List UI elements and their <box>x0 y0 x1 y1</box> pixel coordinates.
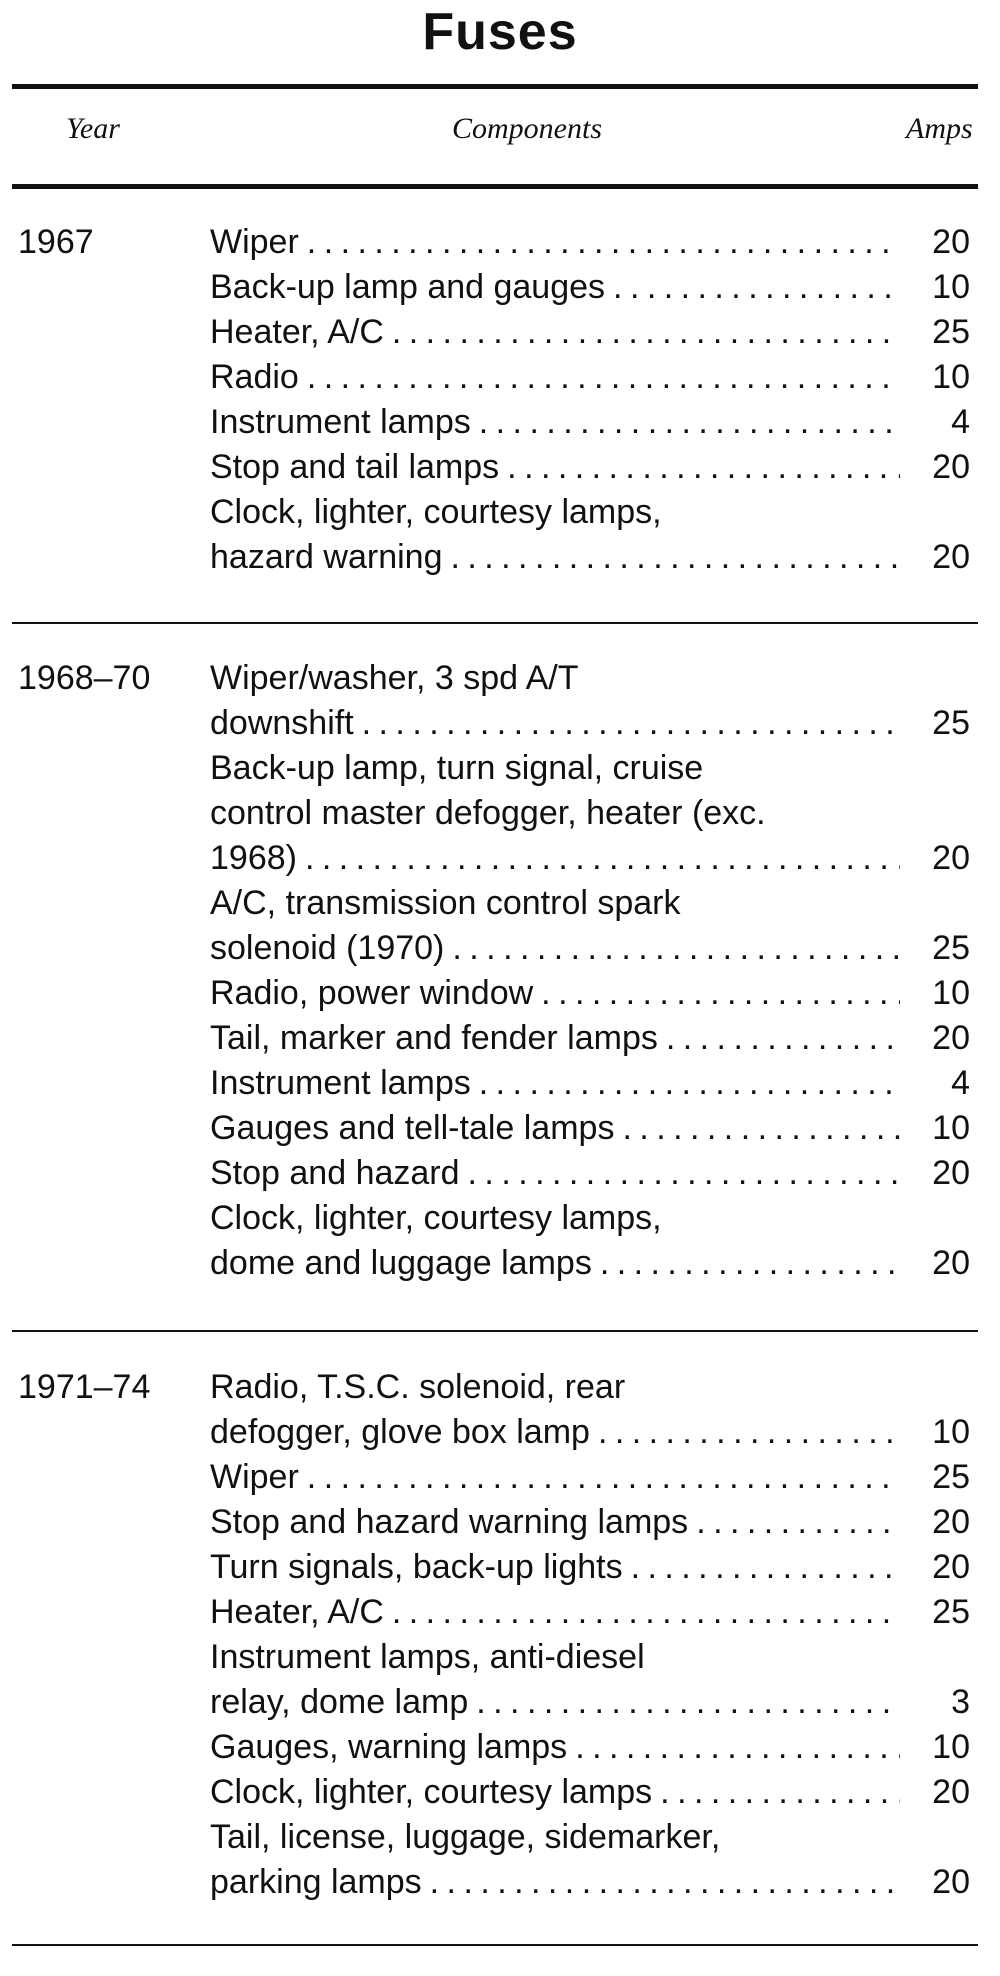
dot-leader <box>631 1545 900 1590</box>
fuse-row <box>210 400 970 445</box>
header-bottom-rule <box>12 184 978 189</box>
amp-rating: 25 <box>932 704 970 742</box>
column-header-amps: Amps <box>906 112 973 145</box>
component-label: defogger, glove box lamp <box>210 1413 590 1451</box>
fuse-row <box>210 490 970 580</box>
fuse-row <box>210 971 970 1016</box>
amp-rating: 10 <box>932 268 970 306</box>
amp-rating: 10 <box>932 358 970 396</box>
amp-rating: 10 <box>932 1728 970 1766</box>
component-line <box>210 1590 970 1635</box>
component-label: A/C, transmission control spark <box>210 884 681 922</box>
amp-rating: 10 <box>932 1109 970 1147</box>
fuse-row <box>210 1590 970 1635</box>
component-line <box>210 1545 970 1590</box>
fuse-row <box>210 656 970 746</box>
fuse-row <box>210 310 970 355</box>
fuse-row <box>210 1016 970 1061</box>
dot-leader <box>307 220 900 265</box>
dot-leader <box>622 1106 900 1151</box>
component-label: Turn signals, back-up lights <box>210 1548 623 1586</box>
component-line <box>210 1016 970 1061</box>
fuse-row <box>210 1815 970 1905</box>
page-title: Fuses <box>422 3 578 61</box>
dot-leader <box>575 1725 900 1770</box>
amp-rating: 20 <box>932 1019 970 1057</box>
fuse-row <box>210 881 970 971</box>
component-list <box>210 656 970 1286</box>
fuse-row <box>210 1106 970 1151</box>
component-line <box>210 1455 970 1500</box>
dot-leader <box>307 1455 900 1500</box>
amp-rating: 20 <box>932 1548 970 1586</box>
component-line <box>210 1860 970 1905</box>
component-label: dome and luggage lamps <box>210 1244 592 1282</box>
amp-rating: 25 <box>932 313 970 351</box>
component-line <box>210 1061 970 1106</box>
component-list <box>210 220 970 580</box>
dot-leader <box>541 971 900 1016</box>
year-label: 1967 <box>18 223 94 261</box>
component-line <box>210 1725 970 1770</box>
component-label: hazard warning <box>210 538 443 576</box>
component-label: Wiper <box>210 1458 299 1496</box>
header-top-rule <box>12 84 978 89</box>
component-line <box>210 1500 970 1545</box>
dot-leader <box>598 1410 900 1455</box>
component-line <box>210 310 970 355</box>
dot-leader <box>613 265 900 310</box>
dot-leader <box>452 926 900 971</box>
fuse-row <box>210 1151 970 1196</box>
amp-rating: 20 <box>932 1244 970 1282</box>
amp-rating: 4 <box>951 1064 970 1102</box>
dot-leader <box>479 400 900 445</box>
component-line <box>210 1680 970 1725</box>
component-label: Back-up lamp and gauges <box>210 268 606 306</box>
dot-leader <box>507 445 900 490</box>
component-line <box>210 1410 970 1455</box>
fuse-row <box>210 1365 970 1455</box>
dot-leader <box>392 310 900 355</box>
component-label: Instrument lamps <box>210 1064 471 1102</box>
component-label: solenoid (1970) <box>210 929 445 967</box>
component-label: Instrument lamps <box>210 403 471 441</box>
component-line <box>210 445 970 490</box>
dot-leader <box>479 1061 900 1106</box>
dot-leader <box>600 1241 900 1286</box>
dot-leader <box>305 836 900 881</box>
amp-rating: 20 <box>932 223 970 261</box>
amp-rating: 20 <box>932 1154 970 1192</box>
fuse-row <box>210 1455 970 1500</box>
section-divider <box>12 1330 978 1332</box>
amp-rating: 20 <box>932 1863 970 1901</box>
fuse-row <box>210 265 970 310</box>
component-label: Wiper/washer, 3 spd A/T <box>210 659 579 697</box>
component-line <box>210 1106 970 1151</box>
dot-leader <box>696 1500 900 1545</box>
component-label: Stop and tail lamps <box>210 448 500 486</box>
amp-rating: 25 <box>932 929 970 967</box>
dot-leader <box>666 1016 900 1061</box>
dot-leader <box>362 701 900 746</box>
section-divider <box>12 622 978 624</box>
component-label: Radio <box>210 358 299 396</box>
component-label: Heater, A/C <box>210 313 384 351</box>
component-line <box>210 535 970 580</box>
amp-rating: 20 <box>932 1503 970 1541</box>
dot-leader <box>392 1590 900 1635</box>
component-label: Clock, lighter, courtesy lamps, <box>210 1199 662 1237</box>
component-label: 1968) <box>210 839 297 877</box>
component-line <box>210 971 970 1016</box>
dot-leader <box>468 1151 900 1196</box>
component-label: Tail, marker and fender lamps <box>210 1019 658 1057</box>
component-line <box>210 220 970 265</box>
year-label: 1971–74 <box>18 1368 151 1406</box>
amp-rating: 10 <box>932 1413 970 1451</box>
component-label: Stop and hazard <box>210 1154 460 1192</box>
column-header-year: Year <box>66 112 120 145</box>
component-line <box>210 836 970 881</box>
component-line <box>210 1241 970 1286</box>
fuse-row <box>210 1725 970 1770</box>
component-line <box>210 355 970 400</box>
amp-rating: 10 <box>932 974 970 1012</box>
component-label: Heater, A/C <box>210 1593 384 1631</box>
component-label: Tail, license, luggage, sidemarker, <box>210 1818 721 1856</box>
amp-rating: 20 <box>932 538 970 576</box>
component-label: Radio, T.S.C. solenoid, rear <box>210 1368 626 1406</box>
column-header-components: Components <box>452 112 602 145</box>
fuse-row <box>210 1196 970 1286</box>
amp-rating: 3 <box>951 1683 970 1721</box>
component-label: parking lamps <box>210 1863 422 1901</box>
amp-rating: 20 <box>932 1773 970 1811</box>
component-line <box>210 926 970 971</box>
dot-leader <box>450 535 900 580</box>
component-line <box>210 1770 970 1815</box>
section-divider <box>12 1944 978 1946</box>
fuse-row <box>210 1500 970 1545</box>
component-label: Clock, lighter, courtesy lamps <box>210 1773 653 1811</box>
amp-rating: 20 <box>932 839 970 877</box>
dot-leader <box>430 1860 900 1905</box>
component-label: Gauges, warning lamps <box>210 1728 568 1766</box>
component-label: control master defogger, heater (exc. <box>210 794 766 832</box>
component-label: Wiper <box>210 223 299 261</box>
dot-leader <box>476 1680 900 1725</box>
component-line <box>210 701 970 746</box>
fuse-row <box>210 1061 970 1106</box>
component-label: Back-up lamp, turn signal, cruise <box>210 749 704 787</box>
component-label: downshift <box>210 704 354 742</box>
year-label: 1968–70 <box>18 659 151 697</box>
amp-rating: 25 <box>932 1593 970 1631</box>
fuse-row <box>210 220 970 265</box>
component-label: Clock, lighter, courtesy lamps, <box>210 493 662 531</box>
component-line <box>210 265 970 310</box>
fuse-row <box>210 355 970 400</box>
component-line <box>210 400 970 445</box>
fuse-row <box>210 1635 970 1725</box>
component-label: Gauges and tell-tale lamps <box>210 1109 615 1147</box>
fuse-row <box>210 746 970 881</box>
dot-leader <box>307 355 900 400</box>
component-label: relay, dome lamp <box>210 1683 469 1721</box>
component-label: Stop and hazard warning lamps <box>210 1503 689 1541</box>
fuse-row <box>210 1770 970 1815</box>
component-list <box>210 1365 970 1905</box>
component-line <box>210 1151 970 1196</box>
amp-rating: 20 <box>932 448 970 486</box>
amp-rating: 4 <box>951 403 970 441</box>
fuse-row <box>210 445 970 490</box>
component-label: Radio, power window <box>210 974 534 1012</box>
dot-leader <box>660 1770 900 1815</box>
component-label: Instrument lamps, anti-diesel <box>210 1638 645 1676</box>
amp-rating: 25 <box>932 1458 970 1496</box>
fuse-row <box>210 1545 970 1590</box>
